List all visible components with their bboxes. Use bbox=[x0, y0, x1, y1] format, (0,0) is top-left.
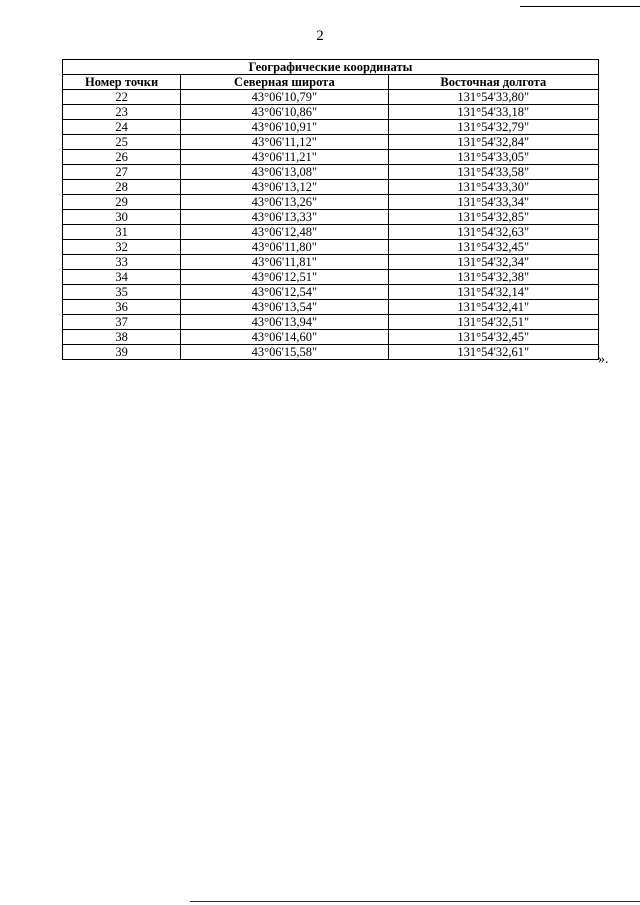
bottom-edge-line bbox=[190, 901, 640, 902]
top-edge-line bbox=[520, 6, 640, 7]
cell-east-longitude: 131°54'33,30" bbox=[388, 180, 598, 195]
cell-north-latitude: 43°06'10,79" bbox=[181, 90, 388, 105]
cell-east-longitude: 131°54'33,18" bbox=[388, 105, 598, 120]
table-row bbox=[63, 345, 599, 360]
cell-point-number: 23 bbox=[63, 105, 181, 120]
cell-north-latitude: 43°06'10,91" bbox=[181, 120, 388, 135]
column-header-east-longitude: Восточная долгота bbox=[388, 75, 598, 90]
table-row bbox=[63, 270, 599, 285]
cell-east-longitude: 131°54'32,41" bbox=[388, 300, 598, 315]
cell-north-latitude: 43°06'11,12" bbox=[181, 135, 388, 150]
cell-point-number: 25 bbox=[63, 135, 181, 150]
cell-point-number: 31 bbox=[63, 225, 181, 240]
cell-north-latitude: 43°06'13,54" bbox=[181, 300, 388, 315]
cell-north-latitude: 43°06'13,33" bbox=[181, 210, 388, 225]
cell-east-longitude: 131°54'32,34" bbox=[388, 255, 598, 270]
cell-north-latitude: 43°06'13,08" bbox=[181, 165, 388, 180]
cell-north-latitude: 43°06'13,12" bbox=[181, 180, 388, 195]
cell-east-longitude: 131°54'32,45" bbox=[388, 240, 598, 255]
cell-point-number: 35 bbox=[63, 285, 181, 300]
table-row bbox=[63, 165, 599, 180]
cell-east-longitude: 131°54'32,38" bbox=[388, 270, 598, 285]
cell-north-latitude: 43°06'10,86" bbox=[181, 105, 388, 120]
cell-north-latitude: 43°06'11,21" bbox=[181, 150, 388, 165]
group-header: Географические координаты bbox=[63, 60, 599, 75]
table-group-header-row bbox=[63, 60, 599, 75]
cell-north-latitude: 43°06'12,48" bbox=[181, 225, 388, 240]
cell-east-longitude: 131°54'32,79" bbox=[388, 120, 598, 135]
cell-point-number: 26 bbox=[63, 150, 181, 165]
table-row bbox=[63, 135, 599, 150]
cell-north-latitude: 43°06'11,81" bbox=[181, 255, 388, 270]
cell-east-longitude: 131°54'32,85" bbox=[388, 210, 598, 225]
cell-east-longitude: 131°54'33,34" bbox=[388, 195, 598, 210]
table-row bbox=[63, 150, 599, 165]
table-row bbox=[63, 285, 599, 300]
cell-east-longitude: 131°54'32,45" bbox=[388, 330, 598, 345]
table-row bbox=[63, 300, 599, 315]
cell-point-number: 39 bbox=[63, 345, 181, 360]
cell-point-number: 36 bbox=[63, 300, 181, 315]
cell-point-number: 29 bbox=[63, 195, 181, 210]
table-row bbox=[63, 195, 599, 210]
cell-point-number: 34 bbox=[63, 270, 181, 285]
column-header-point-number: Номер точки bbox=[63, 75, 181, 90]
cell-east-longitude: 131°54'32,84" bbox=[388, 135, 598, 150]
cell-point-number: 38 bbox=[63, 330, 181, 345]
cell-east-longitude: 131°54'33,05" bbox=[388, 150, 598, 165]
cell-point-number: 32 bbox=[63, 240, 181, 255]
cell-north-latitude: 43°06'12,54" bbox=[181, 285, 388, 300]
cell-north-latitude: 43°06'15,58" bbox=[181, 345, 388, 360]
table-row bbox=[63, 210, 599, 225]
cell-north-latitude: 43°06'13,26" bbox=[181, 195, 388, 210]
cell-point-number: 33 bbox=[63, 255, 181, 270]
cell-east-longitude: 131°54'32,51" bbox=[388, 315, 598, 330]
table-row bbox=[63, 315, 599, 330]
coordinates-table bbox=[62, 59, 599, 360]
column-header-north-latitude: Северная широта bbox=[181, 75, 388, 90]
table-row bbox=[63, 240, 599, 255]
cell-north-latitude: 43°06'14,60" bbox=[181, 330, 388, 345]
cell-point-number: 37 bbox=[63, 315, 181, 330]
cell-point-number: 27 bbox=[63, 165, 181, 180]
table-row bbox=[63, 120, 599, 135]
table-body bbox=[63, 90, 599, 360]
cell-north-latitude: 43°06'13,94" bbox=[181, 315, 388, 330]
cell-east-longitude: 131°54'33,58" bbox=[388, 165, 598, 180]
cell-north-latitude: 43°06'11,80" bbox=[181, 240, 388, 255]
cell-point-number: 24 bbox=[63, 120, 181, 135]
cell-east-longitude: 131°54'32,14" bbox=[388, 285, 598, 300]
closing-quote-mark: ». bbox=[598, 352, 609, 367]
cell-point-number: 22 bbox=[63, 90, 181, 105]
table-row bbox=[63, 180, 599, 195]
cell-point-number: 30 bbox=[63, 210, 181, 225]
table-column-header-row bbox=[63, 75, 599, 90]
table-row bbox=[63, 330, 599, 345]
cell-east-longitude: 131°54'33,80" bbox=[388, 90, 598, 105]
page-number: 2 bbox=[316, 28, 324, 44]
cell-east-longitude: 131°54'32,63" bbox=[388, 225, 598, 240]
table-row bbox=[63, 90, 599, 105]
table-row bbox=[63, 105, 599, 120]
table-row bbox=[63, 255, 599, 270]
cell-point-number: 28 bbox=[63, 180, 181, 195]
cell-east-longitude: 131°54'32,61" bbox=[388, 345, 598, 360]
table-row bbox=[63, 225, 599, 240]
cell-north-latitude: 43°06'12,51" bbox=[181, 270, 388, 285]
